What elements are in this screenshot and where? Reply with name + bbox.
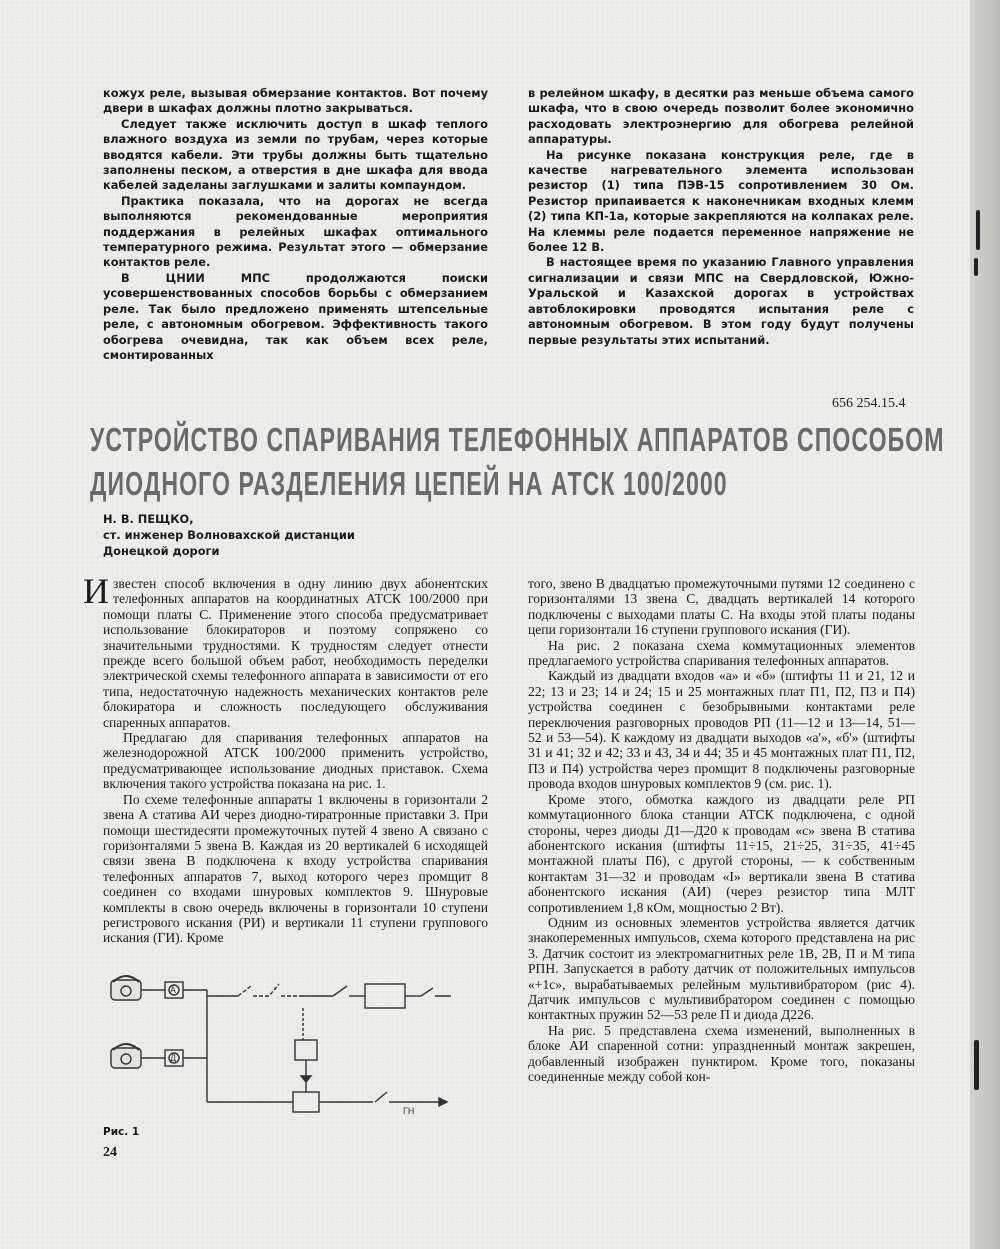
udc-code: 656 254.15.4 [832, 396, 906, 411]
paragraph: В настоящее время по указанию Главного управления сигнализации и связи МПС на Свердловской, Южно-Уральской и Казахской дорогах в устройствах автоблокировки проводятся испытания реле с автономным обогревом. В этом году будут получены первые результаты этих испытаний. [528, 255, 914, 347]
paragraph-text: звестен способ включения в одну линию двух абонентских телефонных аппаратов на координатных АТСК 100/2000 при помощи платы С. Применение этого способа предусматривает использование блокираторов и поэтому сопряжено со значительными трудностями. К трудностям следует отнести прежде всего большой объем работ, необходимость переделки электрической схемы телефонного аппарата в зависимости от его типа, недостаточную надежность механических контактов реле блокиратора и сложность последующего обслуживания спаренных аппаратов. [103, 576, 488, 730]
figure-caption: Рис. 1 [103, 1126, 140, 1138]
paragraph: того, звено В двадцатью промежуточными путями 12 соединено с горизонталями 13 звена С, двадцать вертикалей 14 которого подключены с выходами платы С. На входы этой платы поданы цепи горизонтали 16 ступени группового искания (ГИ). [528, 576, 915, 638]
paragraph: кожух реле, вызывая обмерзание контактов. Вот почему двери в шкафах должны плотно закрываться. [103, 86, 488, 116]
scan-artifact [976, 210, 980, 250]
paragraph: Следует также исключить доступ в шкаф теплого влажного воздуха из земли по трубам, через которые вводятся кабели. Эти трубы должны быть тщательно заполнены песком, а отверстия в дне шкафа для ввода кабелей заделаны заглушками и залиты компаундом. [103, 116, 488, 193]
paragraph: На рис. 5 представлена схема изменений, выполненных в блоке АИ спаренной сотни: упраздненный монтаж закрешен, добавленный изображен пунктиром. Кроме того, показаны соединенные между собой кон- [528, 1022, 915, 1084]
scan-page-edge [970, 0, 1000, 1249]
paragraph: На рисунке показана конструкция реле, где в качестве нагревательного элемента использован резистор (1) типа ПЭВ-15 сопротивлением 30 Ом. Резистор припаивается к наконечникам входных клемм (2) типа КП-1а, которые закрепляются на колпаках реле. На клеммы реле подается переменное напряжение не более 12 В. [528, 147, 914, 255]
figure-label: ГН [403, 1106, 415, 1116]
figure-label: А [170, 985, 177, 995]
paragraph: По схеме телефонные аппараты 1 включены в горизонтали 2 звена А статива АИ через диодно-тиратронные приставки 3. При помощи шестидесяти промежуточных путей 4 звено А связано с горизонталями 5 звена В. Каждая из 20 вертикалей 6 исходящей связи звена В подключена к входу устройства спаривания телефонных аппаратов 7, выход которого через промщит 8 соединен со входами шнуровых комплектов 9. Шнуровые комплекты в свою очередь включены в горизонтали 10 ступени регистрового искания (РИ) и вертикали 11 ступени группового искания (ГИ). Кроме [103, 791, 488, 946]
paragraph: Предлагаю для спаривания телефонных аппаратов на железнодорожной АТСК 100/2000 применить устройство, предусматривающее использование диодных приставок. Схема включения такого устройства показана на рис. 1. [103, 730, 488, 792]
body-left-column [83, 571, 488, 946]
article-title [90, 418, 945, 506]
drop-cap: И [83, 571, 109, 611]
paragraph: Одним из основных элементов устройства является датчик знакопеременных импульсов, схема которого представлена на рис 3. Датчик состоит из электромагнитных реле 1В, 2В, П и М типа РПН. Запускается в работу датчик от положительных импульсов «+1с», вырабатываемых релейным мультивибратором (рис 4). Датчик импульсов с мультивибратором соединен с помощью контактных пружин 52—53 реле П и диода Д226. [528, 914, 915, 1023]
author-position: ст. инженер Волновахской дистанции [103, 528, 355, 542]
author-name: Н. В. ПЕЩКО, [103, 512, 194, 526]
paragraph: Практика показала, что на дорогах не всегда выполняются рекомендованные мероприятия поддержания в релейных шкафах оптимального температурного режима. Результат этого — обмерзание контактов реле. [103, 193, 488, 270]
telephone-icon [111, 1048, 141, 1068]
figure-1-schematic [103, 968, 473, 1120]
top-right-column [528, 86, 914, 348]
top-left-column [103, 86, 488, 363]
telephone-icon [111, 980, 141, 1000]
figure-label: Д [170, 1053, 177, 1063]
paragraph [83, 571, 488, 730]
title-line: УСТРОЙСТВО СПАРИВАНИЯ ТЕЛЕФОННЫХ АППАРАТОВ СПОСОБОМ [90, 421, 945, 458]
paragraph: Кроме этого, обмотка каждого из двадцати реле РП коммутационного блока станции АТСК подключена, с одной стороны, через диоды Д1—Д20 к проводам «с» звена В статива абонентского искания (штифты 11÷15, 21÷25, 31÷35, 41÷45 монтажной платы П6), с другой стороны, — к собственным контактам 31—32 и проводам «I» вертикали звена В статива абонентского искания (АИ) (через резистор типа МЛТ сопротивлением 1,8 кОм, мощностью 2 Вт). [528, 791, 915, 915]
scan-artifact [974, 1040, 979, 1090]
paragraph: В ЦНИИ МПС продолжаются поиски усовершенствованных способов борьбы с обмерзанием реле. Так было предложено применять штепсельные реле, с автономным обогревом. Эффективность такого обогрева очевидна, так как объем всех реле, смонтированных [103, 270, 488, 362]
author-byline [103, 511, 355, 559]
scan-artifact [974, 258, 978, 276]
paragraph: Каждый из двадцати входов «а» и «б» (штифты 11 и 21, 12 и 22; 13 и 23; 14 и 24; 15 и 25 монтажных плат П1, П2, П3 и П4) устройства соединен с безобрывными контактами реле переключения разговорных проводов РП (11—12 и 13—14, 51—52 и 53—54). К каждому из двадцати выходов «а'», «б'» (штифты 31 и 41; 32 и 42; 33 и 43, 34 и 44; 35 и 45 монтажных плат П1, П2, П3 и П4) устройства через промщит 8 подключены разговорные провода входов шнуровых комплектов 9 (см. рис. 1). [528, 668, 915, 792]
title-line: ДИОДНОГО РАЗДЕЛЕНИЯ ЦЕПЕЙ НА АТСК 100/2000 [90, 465, 728, 502]
body-right-column [528, 576, 915, 1084]
paragraph: На рис. 2 показана схема коммутационных элементов предлагаемого устройства спаривания телефонных аппаратов. [528, 637, 915, 669]
author-organization: Донецкой дороги [103, 544, 220, 558]
page-number: 24 [103, 1145, 117, 1160]
paragraph: в релейном шкафу, в десятки раз меньше объема самого шкафа, что в свою очередь позволит более экономично расходовать электроэнергию для обогрева релейной аппаратуры. [528, 86, 914, 147]
